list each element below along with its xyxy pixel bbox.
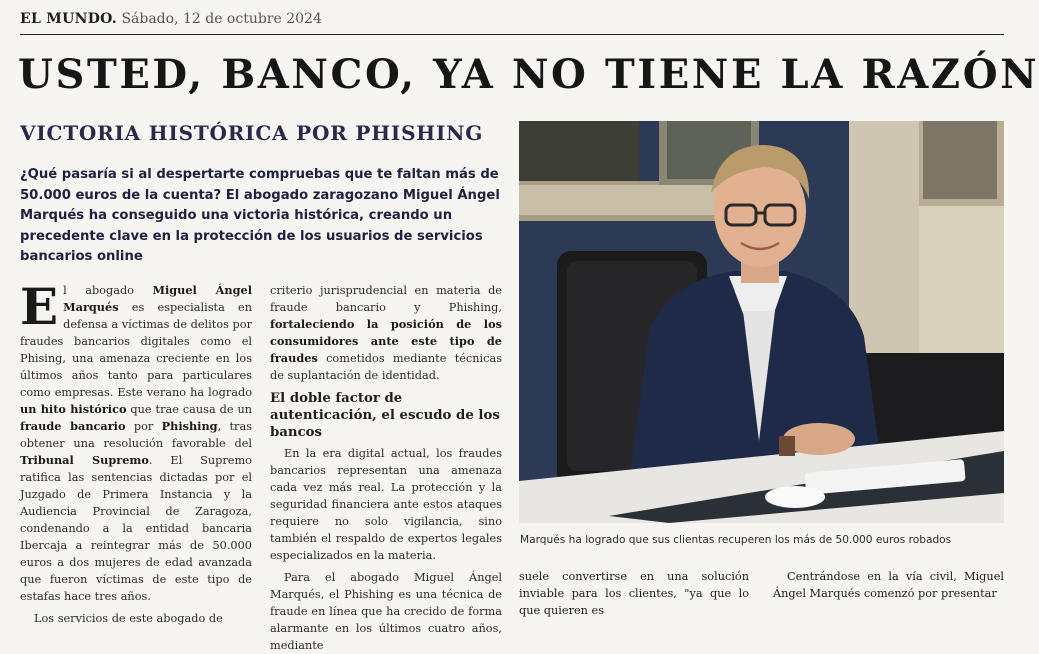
drop-cap: E <box>20 277 59 336</box>
lede-paragraph: ¿Qué pasaría si al despertarte compruebas que te faltan más de 50.000 euros de la cuenta? El abogado zaragozano Miguel Ángel Marqués ha conseguido una victoria histórica, creando un precedente clave en la protección de los usuarios de servicios bancarios online <box>20 167 500 264</box>
issue-date: Sábado, 12 de octubre 2024 <box>121 11 322 27</box>
article-column-4 <box>773 568 1004 606</box>
article-column-1 <box>20 277 252 625</box>
photo-caption: Marqués ha logrado que sus clientas recuperen los más de 50.000 euros robados <box>520 534 952 546</box>
masthead <box>20 9 1004 35</box>
paragraph: criterio jurisprudencial en materia de fraude bancario y Phishing, fortaleciendo la posición de los consumidores ante este tipo de fraudes cometidos mediante técnicas de suplantación de identidad. <box>270 284 502 382</box>
paragraph: El abogado Miguel Ángel Marqués es especialista en defensa a víctimas de delitos por fraudes bancarios digitales como el Phising, una amenaza creciente en los últimos años tanto para particulares como empresas. Este verano ha logrado un hito histórico que trae causa de un fraude bancario por Phishing, tras obtener una resolución favorable del Tribunal Supremo. El Supremo ratifica las sentencias dictadas por el Juzgado de Primera Instancia y la Audiencia Provincial de Zaragoza, condenando a la entidad bancaria Ibercaja a reintegrar más de 50.000 euros a dos mujeres de edad avanzada que fueron víctimas de este tipo de estafas hace tres años. <box>20 277 252 603</box>
section-subheading: El doble factor de autenticación, el escudo de los bancos <box>270 391 500 440</box>
paragraph: En la era digital actual, los fraudes bancarios representan una amenaza cada vez más real. La protección y la seguridad financiera ante estos ataques requiere no solo vigilancia, sino también el respaldo de expertos legales especializados en la materia. <box>270 447 502 562</box>
newspaper-name: EL MUNDO. <box>20 11 117 27</box>
article-column-3 <box>519 568 749 617</box>
paragraph: suele convertirse en una solución inviable para los clientes, "ya que lo que quieren es <box>519 570 749 617</box>
paragraph: Centrándose en la vía civil, Miguel Ángel Marqués comenzó por presentar <box>773 570 1004 600</box>
portrait-photo-illustration <box>519 121 1004 523</box>
article-column-2 <box>270 282 502 652</box>
headline: USTED, BANCO, YA NO TIENE LA RAZÓN <box>18 51 1039 98</box>
kicker-title: VICTORIA HISTÓRICA POR PHISHING <box>20 121 484 145</box>
portrait-photo <box>519 121 1004 523</box>
paragraph: Los servicios de este abogado de <box>34 612 223 625</box>
paragraph: Para el abogado Miguel Ángel Marqués, el Phishing es una técnica de fraude en línea que ha crecido de forma alarmante en los últimos cuatro años, mediante <box>270 571 502 652</box>
